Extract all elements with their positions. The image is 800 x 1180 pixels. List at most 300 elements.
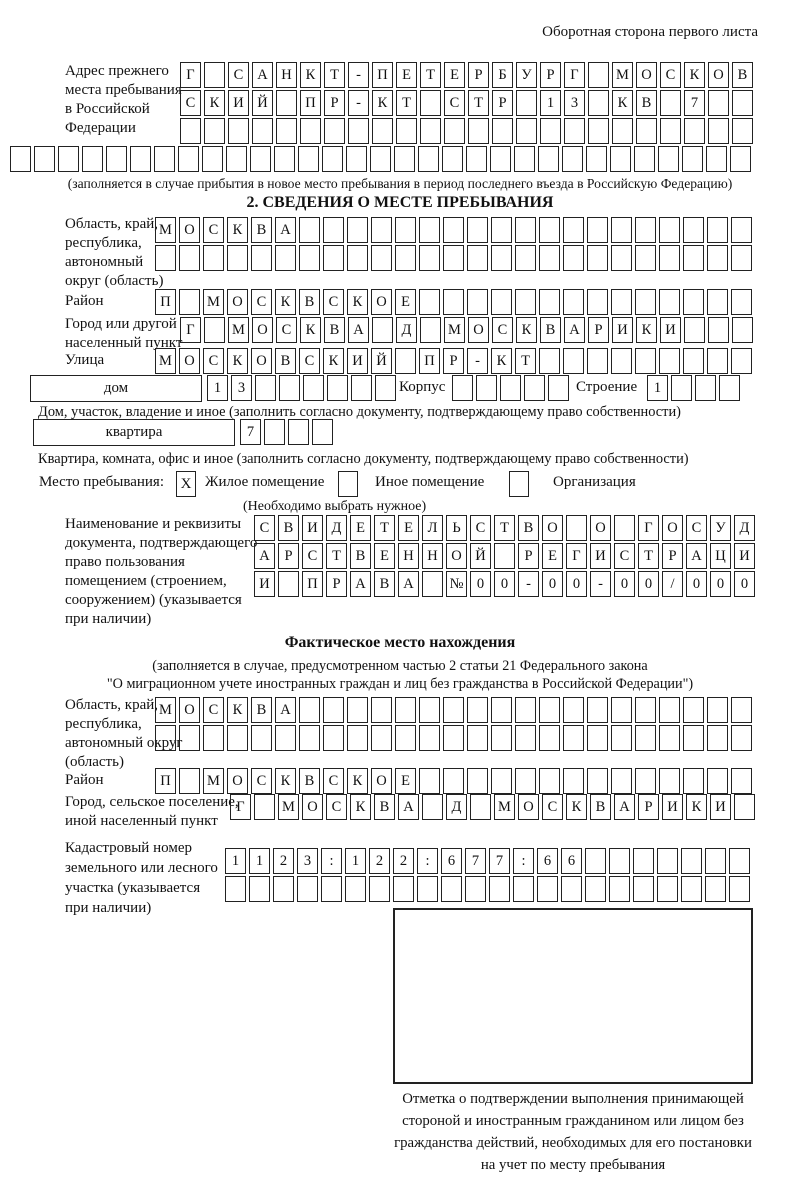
cadastre-row-1 — [225, 848, 753, 874]
char-cell: М — [228, 317, 249, 343]
char-cell: Г — [180, 62, 201, 88]
char-cell — [249, 876, 270, 902]
char-cell: Т — [326, 543, 347, 569]
char-cell — [130, 146, 151, 172]
char-cell: О — [227, 289, 248, 315]
prev-address-label — [65, 62, 183, 138]
char-cell: Р — [518, 543, 539, 569]
actual-region-row-2 — [155, 725, 755, 751]
char-cell — [303, 375, 324, 401]
char-cell — [321, 876, 342, 902]
char-cell — [587, 289, 608, 315]
char-cell — [347, 697, 368, 723]
char-cell — [227, 245, 248, 271]
label-line: Кадастровый номер — [65, 840, 192, 856]
char-cell — [441, 876, 462, 902]
char-cell — [609, 848, 630, 874]
char-cell: О — [662, 515, 683, 541]
char-cell: В — [275, 348, 296, 374]
char-cell — [255, 375, 276, 401]
char-cell: - — [348, 90, 369, 116]
char-cell: А — [348, 317, 369, 343]
char-cell — [539, 725, 560, 751]
char-cell — [563, 348, 584, 374]
label-line: Город или другой — [65, 316, 177, 332]
char-cell: В — [636, 90, 657, 116]
char-cell — [683, 289, 704, 315]
cadastre-label — [65, 838, 230, 918]
char-cell: А — [350, 571, 371, 597]
char-cell: Р — [468, 62, 489, 88]
char-cell — [82, 146, 103, 172]
char-cell — [442, 146, 463, 172]
char-cell: М — [612, 62, 633, 88]
char-cell — [515, 245, 536, 271]
char-cell — [203, 725, 224, 751]
char-cell — [228, 118, 249, 144]
apartment-cells — [240, 419, 336, 445]
char-cell: В — [374, 571, 395, 597]
char-cell — [730, 146, 751, 172]
char-cell: Д — [396, 317, 417, 343]
char-cell: О — [371, 289, 392, 315]
char-cell — [395, 725, 416, 751]
actual-location-note-1: (заполняется в случае, предусмотренном частью 2 статьи 21 Федерального закона — [152, 658, 648, 674]
char-cell — [611, 245, 632, 271]
char-cell — [659, 217, 680, 243]
char-cell — [707, 697, 728, 723]
district-row — [155, 289, 755, 315]
char-cell: 0 — [494, 571, 515, 597]
char-cell — [420, 118, 441, 144]
char-cell — [539, 768, 560, 794]
char-cell — [614, 515, 635, 541]
char-cell: 0 — [542, 571, 563, 597]
korpus-cells — [452, 375, 572, 401]
char-cell — [371, 725, 392, 751]
char-cell — [250, 146, 271, 172]
char-cell: О — [636, 62, 657, 88]
char-cell — [443, 768, 464, 794]
char-cell — [395, 245, 416, 271]
char-cell: С — [323, 289, 344, 315]
char-cell: - — [467, 348, 488, 374]
char-cell — [635, 348, 656, 374]
char-cell: И — [590, 543, 611, 569]
char-cell — [396, 118, 417, 144]
char-cell: О — [302, 794, 323, 820]
char-cell — [467, 245, 488, 271]
char-cell — [587, 697, 608, 723]
char-cell — [729, 848, 750, 874]
char-cell — [707, 725, 728, 751]
char-cell — [635, 725, 656, 751]
char-cell — [422, 794, 443, 820]
char-cell — [731, 697, 752, 723]
char-cell — [443, 217, 464, 243]
document-row-3 — [254, 571, 758, 597]
label-line: места пребывания — [65, 82, 182, 98]
char-cell: 0 — [686, 571, 707, 597]
char-cell — [467, 697, 488, 723]
stay-option-organization-checkbox — [509, 471, 529, 497]
char-cell: В — [278, 515, 299, 541]
char-cell — [179, 768, 200, 794]
char-cell — [515, 289, 536, 315]
char-cell: 0 — [470, 571, 491, 597]
char-cell — [732, 90, 753, 116]
char-cell: Т — [420, 62, 441, 88]
stay-option-other-checkbox — [338, 471, 358, 497]
char-cell: Е — [444, 62, 465, 88]
char-cell — [588, 118, 609, 144]
char-cell: В — [518, 515, 539, 541]
char-cell — [660, 118, 681, 144]
char-cell — [708, 317, 729, 343]
char-cell — [420, 90, 441, 116]
char-cell — [394, 146, 415, 172]
char-cell — [683, 725, 704, 751]
char-cell: П — [155, 289, 176, 315]
char-cell — [562, 146, 583, 172]
char-cell — [491, 245, 512, 271]
char-cell: И — [710, 794, 731, 820]
label-line: республика, — [65, 716, 142, 732]
char-cell: С — [302, 543, 323, 569]
label-line: автономный округ — [65, 735, 183, 751]
char-cell: К — [275, 768, 296, 794]
char-cell — [351, 375, 372, 401]
char-cell: Г — [180, 317, 201, 343]
char-cell: И — [347, 348, 368, 374]
char-cell: К — [300, 62, 321, 88]
char-cell: : — [417, 848, 438, 874]
char-cell: М — [203, 289, 224, 315]
char-cell: К — [323, 348, 344, 374]
char-cell: : — [513, 848, 534, 874]
stroenie-label: Строение — [576, 379, 638, 395]
apartment-note: Квартира, комната, офис и иное (заполнить согласно документу, подтверждающему право собственности) — [38, 451, 689, 467]
house-note: Дом, участок, владение и иное (заполнить согласно документу, подтверждающему право собственности) — [38, 404, 681, 420]
char-cell — [587, 245, 608, 271]
char-cell: К — [227, 217, 248, 243]
char-cell: М — [444, 317, 465, 343]
label-line: право пользования — [65, 554, 185, 570]
char-cell — [264, 419, 285, 445]
char-cell: № — [446, 571, 467, 597]
char-cell — [681, 848, 702, 874]
char-cell — [492, 118, 513, 144]
char-cell — [707, 245, 728, 271]
char-cell — [732, 118, 753, 144]
actual-city-label — [65, 793, 240, 831]
char-cell — [683, 768, 704, 794]
stamp-box — [393, 908, 753, 1084]
char-cell — [731, 768, 752, 794]
char-cell — [612, 118, 633, 144]
char-cell: О — [179, 697, 200, 723]
char-cell — [706, 146, 727, 172]
char-cell: 7 — [489, 848, 510, 874]
char-cell — [422, 571, 443, 597]
char-cell: 0 — [566, 571, 587, 597]
char-cell: С — [492, 317, 513, 343]
char-cell: С — [470, 515, 491, 541]
actual-location-note-2: "О миграционном учете иностранных граждан и лиц без гражданства в Российской Федерации") — [106, 676, 694, 692]
page-corner-note: Оборотная сторона первого листа — [542, 24, 758, 40]
actual-district-label: Район — [65, 772, 104, 788]
char-cell: В — [590, 794, 611, 820]
char-cell: 0 — [710, 571, 731, 597]
label-line: республика, — [65, 235, 142, 251]
char-cell: Р — [326, 571, 347, 597]
char-cell: 2 — [369, 848, 390, 874]
char-cell: Е — [350, 515, 371, 541]
char-cell: С — [203, 348, 224, 374]
char-cell: 6 — [561, 848, 582, 874]
char-cell — [635, 245, 656, 271]
char-cell: У — [516, 62, 537, 88]
char-cell — [729, 876, 750, 902]
char-cell: 7 — [240, 419, 261, 445]
char-cell: П — [419, 348, 440, 374]
label-line: Город, сельское поселение, — [65, 794, 239, 810]
char-cell: К — [612, 90, 633, 116]
char-cell — [563, 725, 584, 751]
char-cell: 3 — [231, 375, 252, 401]
char-cell: Д — [446, 794, 467, 820]
char-cell — [561, 876, 582, 902]
char-cell: 3 — [297, 848, 318, 874]
char-cell — [707, 348, 728, 374]
char-cell — [372, 317, 393, 343]
char-cell — [443, 725, 464, 751]
char-cell — [155, 245, 176, 271]
char-cell — [659, 697, 680, 723]
char-cell — [299, 697, 320, 723]
char-cell — [393, 876, 414, 902]
char-cell: И — [254, 571, 275, 597]
char-cell — [467, 725, 488, 751]
char-cell — [588, 90, 609, 116]
char-cell — [10, 146, 31, 172]
char-cell: В — [732, 62, 753, 88]
char-cell — [323, 725, 344, 751]
char-cell — [465, 876, 486, 902]
label-line: в Российской — [65, 101, 150, 117]
char-cell — [491, 289, 512, 315]
char-cell — [279, 375, 300, 401]
char-cell — [539, 217, 560, 243]
char-cell: С — [251, 289, 272, 315]
char-cell: 1 — [345, 848, 366, 874]
char-cell: Д — [326, 515, 347, 541]
char-cell: В — [350, 543, 371, 569]
char-cell: К — [347, 289, 368, 315]
char-cell — [323, 217, 344, 243]
char-cell: В — [299, 768, 320, 794]
char-cell — [707, 289, 728, 315]
char-cell — [707, 217, 728, 243]
char-cell — [204, 317, 225, 343]
char-cell — [683, 217, 704, 243]
char-cell — [539, 289, 560, 315]
char-cell — [540, 118, 561, 144]
char-cell: С — [254, 515, 275, 541]
char-cell: / — [662, 571, 683, 597]
label-line: на учет по месту пребывания — [480, 1157, 666, 1173]
char-cell: Р — [278, 543, 299, 569]
char-cell — [452, 375, 473, 401]
char-cell: - — [518, 571, 539, 597]
char-cell — [611, 697, 632, 723]
char-cell — [657, 876, 678, 902]
char-cell — [587, 725, 608, 751]
char-cell — [58, 146, 79, 172]
char-cell: Е — [395, 289, 416, 315]
char-cell — [683, 697, 704, 723]
char-cell — [539, 348, 560, 374]
char-cell — [514, 146, 535, 172]
char-cell: Е — [398, 515, 419, 541]
char-cell — [226, 146, 247, 172]
char-cell — [500, 375, 521, 401]
char-cell — [275, 245, 296, 271]
char-cell: Л — [422, 515, 443, 541]
char-cell: М — [203, 768, 224, 794]
char-cell: Т — [494, 515, 515, 541]
char-cell — [300, 118, 321, 144]
apartment-box: квартира — [33, 419, 235, 446]
char-cell — [538, 146, 559, 172]
actual-location-title: Фактическое место нахождения — [284, 634, 516, 651]
char-cell: С — [180, 90, 201, 116]
char-cell: 0 — [734, 571, 755, 597]
char-cell — [513, 876, 534, 902]
char-cell — [671, 375, 692, 401]
char-cell: О — [468, 317, 489, 343]
char-cell — [635, 217, 656, 243]
char-cell: И — [228, 90, 249, 116]
label-line: гражданства действий, необходимых для его постановки — [394, 1135, 752, 1151]
char-cell: - — [590, 571, 611, 597]
char-cell — [563, 217, 584, 243]
char-cell — [705, 848, 726, 874]
char-cell: Р — [540, 62, 561, 88]
char-cell — [684, 118, 705, 144]
char-cell: 1 — [225, 848, 246, 874]
char-cell: 1 — [647, 375, 668, 401]
char-cell — [106, 146, 127, 172]
char-cell — [476, 375, 497, 401]
char-cell — [516, 90, 537, 116]
char-cell — [299, 217, 320, 243]
prev-address-row-2 — [180, 90, 756, 116]
char-cell — [443, 245, 464, 271]
char-cell — [731, 348, 752, 374]
char-cell — [202, 146, 223, 172]
char-cell — [731, 289, 752, 315]
char-cell — [418, 146, 439, 172]
char-cell — [395, 697, 416, 723]
label-line: (область) — [65, 754, 124, 770]
char-cell: М — [494, 794, 515, 820]
char-cell: Т — [396, 90, 417, 116]
char-cell: Н — [276, 62, 297, 88]
char-cell — [516, 118, 537, 144]
char-cell: П — [300, 90, 321, 116]
char-cell — [204, 118, 225, 144]
label-line: автономный — [65, 254, 144, 270]
char-cell — [634, 146, 655, 172]
region-row-1 — [155, 217, 755, 243]
char-cell: А — [564, 317, 585, 343]
char-cell — [417, 876, 438, 902]
label-line: сооружением) (указывается — [65, 592, 242, 608]
char-cell — [491, 697, 512, 723]
char-cell — [588, 62, 609, 88]
char-cell: К — [684, 62, 705, 88]
char-cell: А — [398, 794, 419, 820]
char-cell: Т — [515, 348, 536, 374]
char-cell: Й — [252, 90, 273, 116]
char-cell — [659, 245, 680, 271]
char-cell — [225, 876, 246, 902]
char-cell — [347, 217, 368, 243]
char-cell — [489, 876, 510, 902]
char-cell — [444, 118, 465, 144]
char-cell: Е — [396, 62, 417, 88]
char-cell — [323, 697, 344, 723]
label-line: стороной и иностранным гражданином или лицом без — [402, 1113, 744, 1129]
char-cell — [491, 725, 512, 751]
char-cell: 7 — [684, 90, 705, 116]
char-cell — [684, 317, 705, 343]
char-cell — [251, 725, 272, 751]
char-cell: Г — [564, 62, 585, 88]
char-cell — [154, 146, 175, 172]
label-line: земельного или лесного — [65, 860, 218, 876]
prev-address-row-1 — [180, 62, 756, 88]
label-line: Область, край, — [65, 216, 159, 232]
char-cell: Г — [230, 794, 251, 820]
char-cell: К — [686, 794, 707, 820]
char-cell: В — [324, 317, 345, 343]
char-cell: В — [540, 317, 561, 343]
char-cell: М — [155, 217, 176, 243]
char-cell: - — [348, 62, 369, 88]
char-cell: Ь — [446, 515, 467, 541]
char-cell — [635, 768, 656, 794]
char-cell — [658, 146, 679, 172]
document-row-2 — [254, 543, 758, 569]
char-cell — [564, 118, 585, 144]
char-cell — [276, 90, 297, 116]
char-cell: Н — [422, 543, 443, 569]
char-cell — [375, 375, 396, 401]
char-cell: С — [276, 317, 297, 343]
char-cell — [657, 848, 678, 874]
char-cell — [419, 289, 440, 315]
section2-title: 2. СВЕДЕНИЯ О МЕСТЕ ПРЕБЫВАНИЯ — [246, 194, 554, 211]
char-cell — [683, 348, 704, 374]
prev-address-note: (заполняется в случае прибытия в новое место пребывания в период последнего въезда в Российскую Федерацию) — [67, 176, 733, 191]
char-cell — [322, 146, 343, 172]
region-row-2 — [155, 245, 755, 271]
label-line: Отметка о подтверждении выполнения принимающей — [402, 1091, 744, 1107]
char-cell: С — [228, 62, 249, 88]
char-cell: : — [321, 848, 342, 874]
